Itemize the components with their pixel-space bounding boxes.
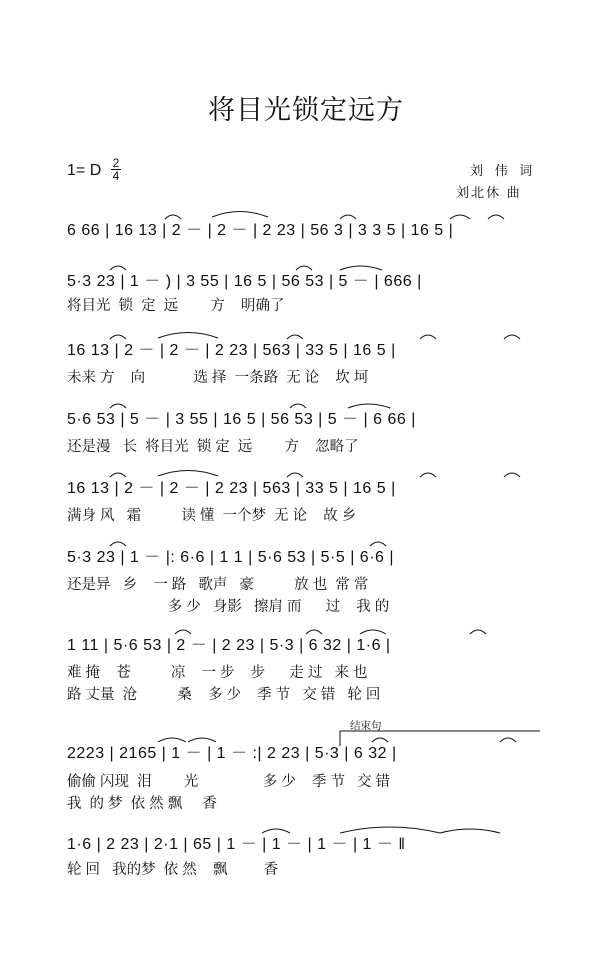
score-line-6-notes: 5·3 23 | 1 － |: 6·6 | 1 1 | 5·6 53 | 5·5 | 6·6 |: [67, 549, 395, 566]
score-line-3-notes: 16 13 | 2 － | 2 － | 2 23 | 563 | 33 5 | 16 5 |: [67, 342, 396, 359]
slur-mark: [290, 404, 306, 408]
slur-mark: [372, 738, 388, 742]
slur-mark: [262, 829, 290, 833]
slur-mark: [470, 630, 486, 634]
tie-mark: [158, 333, 218, 339]
score-line-5-notes: 16 13 | 2 － | 2 － | 2 23 | 563 | 33 5 | 16 5 |: [67, 480, 396, 497]
tie-mark: [212, 212, 268, 218]
tie-mark: [440, 829, 500, 833]
time-signature-top: 2: [112, 156, 120, 170]
slur-mark: [287, 335, 303, 339]
slur-mark: [296, 266, 312, 270]
score-line-8-lyrics-verse-1: 偷偷 闪现 泪 光 多 少 季 节 交 错: [67, 774, 391, 790]
ending-label: 结束句: [350, 720, 382, 732]
score-line-3-lyrics: 未来 方 向 选 择 一条路 无 论 坎 坷: [67, 370, 369, 386]
score-line-8-lyrics-verse-2: 我 的 梦 依 然 飘 香: [67, 796, 217, 812]
slur-mark: [175, 630, 191, 634]
tie-mark: [158, 471, 218, 477]
slur-mark: [370, 542, 386, 546]
slur-mark: [420, 335, 436, 339]
song-title: 将目光锁定远方: [208, 95, 404, 125]
slur-mark: [306, 630, 322, 634]
lyricist-credit: 刘 伟 词: [470, 163, 537, 178]
score-line-1-notes: 6 66 | 16 13 | 2 － | 2 － | 2 23 | 56 3 | 3 3 5 | 16 5 |: [67, 222, 454, 239]
slur-mark: [348, 404, 390, 408]
slur-mark: [110, 335, 126, 339]
slur-mark: [188, 738, 216, 742]
score-line-9-notes: 1·6 | 2 23 | 2·1 | 65 | 1 － | 1 － | 1 － | 1 － ‖: [67, 836, 406, 853]
slur-mark: [110, 542, 126, 546]
score-line-2-lyrics: 将目光 锁 定 远 方 明确了: [67, 298, 285, 314]
slur-mark: [500, 738, 516, 742]
slur-mark: [504, 473, 520, 477]
slur-mark: [504, 335, 520, 339]
slur-mark: [287, 473, 303, 477]
score-line-4-lyrics: 还是漫 长 将目光 锁 定 远 方 忽略了: [67, 439, 359, 455]
score-line-7-notes: 1 11 | 5·6 53 | 2 － | 2 23 | 5·3 | 6 32 | 1·6 |: [67, 637, 391, 654]
slur-mark: [340, 266, 382, 270]
score-line-5-lyrics: 满身 风 霜 读 懂 一个梦 无 论 故 乡: [67, 508, 357, 524]
slur-mark: [360, 630, 386, 634]
slur-mark: [488, 215, 504, 219]
score-line-2-notes: 5·3 23 | 1 － ) | 3 55 | 16 5 | 56 53 | 5 － | 666 |: [67, 273, 422, 290]
time-signature-bottom: 4: [112, 169, 120, 183]
tie-mark: [340, 827, 440, 833]
slur-mark: [450, 215, 470, 219]
slur-mark: [165, 215, 181, 219]
slur-mark: [340, 215, 356, 219]
score-line-7-lyrics-verse-2: 路 丈量 沧 桑 多 少 季 节 交 错 轮 回: [67, 687, 381, 703]
score-line-6-lyrics-verse-2: 多 少 身影 擦肩 而 过 我 的: [67, 599, 390, 615]
slur-mark: [420, 473, 436, 477]
score-line-6-lyrics-verse-1: 还是异 乡 一 路 歌声 豪 放 也 常 常: [67, 577, 369, 593]
score-line-7-lyrics-verse-1: 难 掩 苍 凉 一 步 步 走 过 来 也: [67, 665, 368, 681]
slur-mark: [110, 266, 126, 270]
slur-mark: [110, 473, 126, 477]
key-signature: 1= D: [67, 162, 102, 179]
composer-credit: 刘北休 曲: [456, 185, 522, 200]
slur-mark: [110, 404, 126, 408]
slur-mark: [158, 738, 186, 742]
score-line-8-notes: 2223 | 2165 | 1 － | 1 － :| 2 23 | 5·3 | 6 32 |: [67, 745, 397, 762]
score-line-9-lyrics: 轮 回 我的梦 依 然 飘 香: [67, 862, 279, 878]
score-line-4-notes: 5·6 53 | 5 － | 3 55 | 16 5 | 56 53 | 5 － | 6 66 |: [67, 411, 416, 428]
